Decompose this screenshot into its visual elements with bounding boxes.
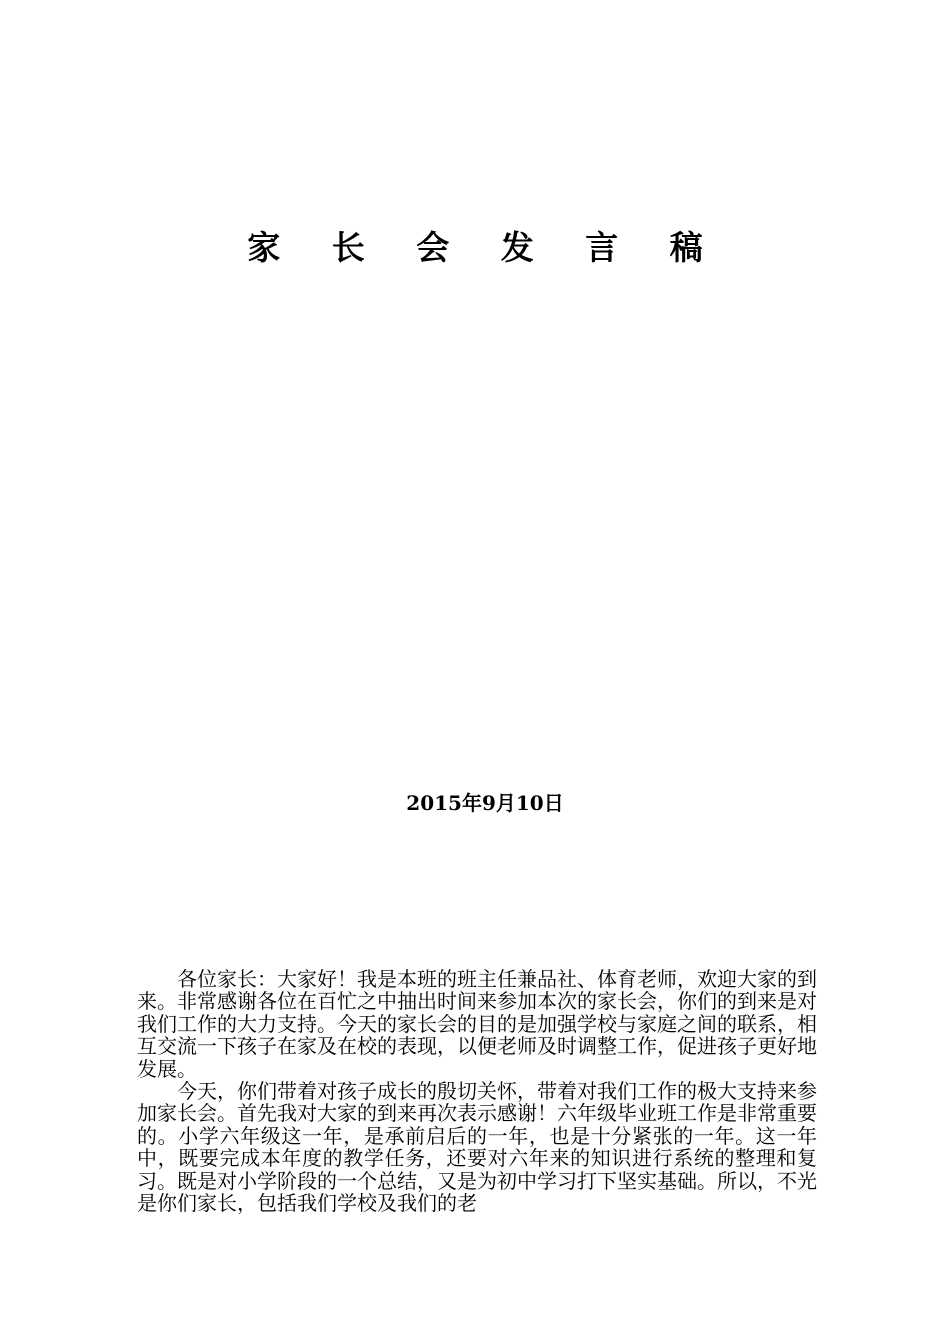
paragraph-2: 今天，你们带着对孩子成长的殷切关怀，带着对我们工作的极大支持来参加家长会。首先我对大家的到来再次表示感谢！六年级毕业班工作是非常重要的。小学六年级这一年，是承前启后的一年，也是十分紧张的一年。这一年中，既要完成本年度的教学任务，还要对六年来的知识进行系统的整理和复习。既是对小学阶段的一个总结，又是为初中学习打下坚实基础。所以，不光是你们家长，包括我们学校及我们的老 [137, 1079, 817, 1216]
document-title: 家 长 会 发 言 稿 [247, 228, 723, 267]
document-date: 2015年9月10日 [406, 791, 564, 815]
document-body [137, 968, 817, 1214]
paragraph-1: 各位家长：大家好！我是本班的班主任兼品社、体育老师，欢迎大家的到来。非常感谢各位在百忙之中抽出时间来参加本次的家长会，你们的到来是对我们工作的大力支持。今天的家长会的目的是加强学校与家庭之间的联系，相互交流一下孩子在家及在校的表现，以便老师及时调整工作，促进孩子更好地发展。 [137, 967, 817, 1081]
